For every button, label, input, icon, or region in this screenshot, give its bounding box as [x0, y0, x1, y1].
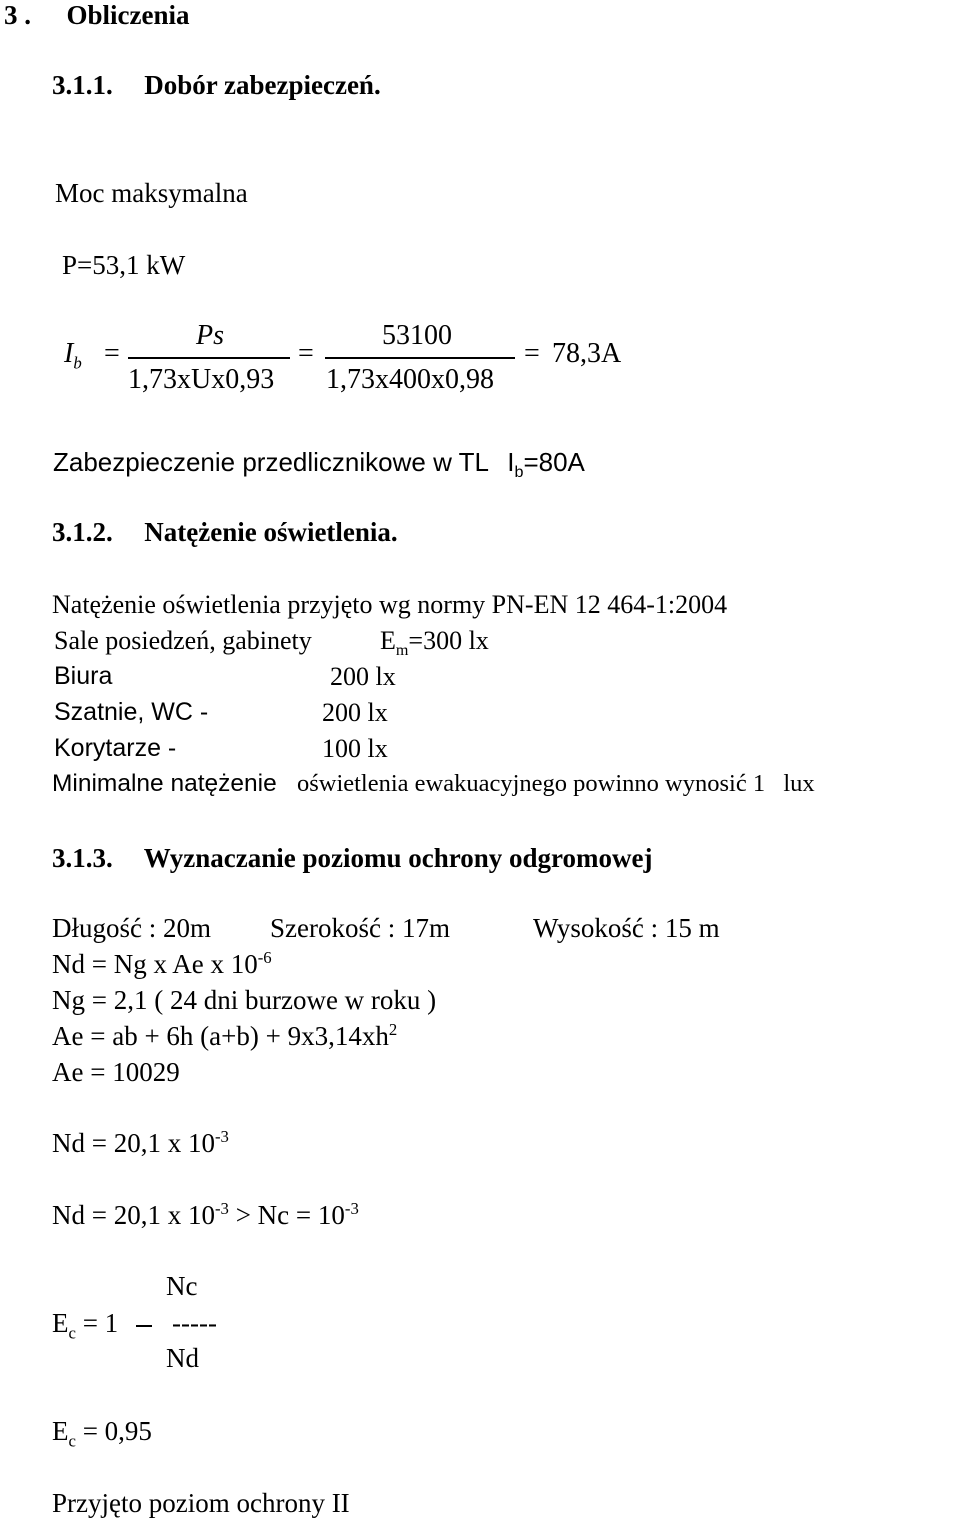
lighting-row-1-symbol: E: [380, 626, 396, 655]
formula-lhs: [64, 338, 82, 373]
nd-comparison-text: Nd = 20,1 x 10: [52, 1200, 215, 1230]
ae-formula: [52, 1020, 398, 1051]
max-power-label: Moc maksymalna: [55, 178, 248, 208]
lighting-row-4-value: 100 lx: [322, 734, 388, 763]
formula-equals-3: =: [524, 338, 540, 369]
emergency-text-b: oświetlenia ewakuacyjnego powinno wynosić 1: [296, 770, 766, 797]
formula-denominator-1: 1,73xUx0,93: [128, 364, 275, 395]
dimension-width: Szerokość : 17m: [270, 913, 450, 943]
ec-minus-sign: [136, 1325, 152, 1327]
emergency-text-c: lux: [783, 770, 815, 797]
nd-comparison-mid: > Nc = 10: [228, 1200, 345, 1230]
ng-value: Ng = 2,1 ( 24 dni burzowe w roku ): [52, 985, 437, 1015]
ec-result-symbol: E: [52, 1416, 69, 1446]
lighting-row-2-label: Biura: [54, 662, 113, 690]
ec-denominator: Nd: [166, 1343, 199, 1373]
formula-numerator-2: 53100: [382, 320, 452, 351]
nd-comparison: [52, 1199, 359, 1230]
lighting-norm: Natężenie oświetlenia przyjęto wg normy PN-EN 12 464-1:2004: [52, 590, 728, 619]
formula-lhs-symbol: I: [64, 338, 74, 369]
power-value: P=53,1 kW: [62, 250, 186, 280]
ec-result: [52, 1416, 152, 1451]
fuse-subscript: b: [514, 463, 524, 482]
ec-equals-one: = 1: [75, 1308, 119, 1338]
subsection-title: Natężenie oświetlenia.: [144, 517, 398, 547]
subsection-heading-3: [52, 845, 652, 872]
ec-result-subscript: c: [68, 1431, 76, 1451]
lighting-row-1-value: [380, 626, 489, 660]
nd-formula-exponent: -6: [257, 948, 272, 967]
subsection-heading-2: [52, 519, 398, 546]
ec-subscript: c: [68, 1323, 76, 1343]
formula-equals-1: =: [104, 338, 120, 369]
dimension-height: Wysokość : 15 m: [533, 913, 720, 943]
nd-comparison-exponent: -3: [214, 1199, 229, 1218]
fuse-value: =80A: [523, 447, 585, 477]
formula-equals-2: =: [298, 338, 314, 369]
nd-formula-text: Nd = Ng x Ae x 10: [52, 949, 258, 979]
ec-fraction-dashes: -----: [172, 1308, 217, 1338]
ae-formula-exponent: 2: [388, 1020, 398, 1039]
nd-formula: [52, 948, 272, 979]
emergency-lighting-line: [52, 772, 815, 797]
formula-numerator-1: Ps: [196, 320, 224, 351]
nd-value-exponent: -3: [214, 1127, 229, 1146]
subsection-number: 3.1.1.: [52, 70, 113, 100]
ae-formula-text: Ae = ab + 6h (a+b) + 9x3,14xh: [52, 1021, 389, 1051]
ec-symbol: E: [52, 1308, 69, 1338]
lighting-row-2-value: 200 lx: [330, 662, 396, 691]
subsection-heading-1: [52, 72, 381, 99]
fraction-bar-2: [325, 357, 515, 359]
subsection-number: 3.1.3.: [52, 843, 113, 873]
protection-level-conclusion: Przyjęto poziom ochrony II: [52, 1488, 350, 1518]
lighting-row-4-label: Korytarze -: [54, 734, 177, 762]
fuse-text: Zabezpieczenie przedlicznikowe w TL: [53, 447, 488, 477]
ae-value: Ae = 10029: [52, 1057, 180, 1087]
subsection-title: Wyznaczanie poziomu ochrony odgromowej: [143, 843, 653, 873]
emergency-text-a: Minimalne natężenie: [52, 770, 277, 797]
formula-lhs-subscript: b: [73, 353, 82, 373]
section-title: Obliczenia: [66, 0, 190, 30]
nc-exponent: -3: [344, 1199, 359, 1218]
nd-value-text: Nd = 20,1 x 10: [52, 1128, 215, 1158]
fraction-bar-1: [128, 357, 290, 359]
formula-denominator-2: 1,73x400x0,98: [326, 364, 494, 395]
fuse-symbol: I: [507, 447, 515, 477]
subsection-number: 3.1.2.: [52, 517, 113, 547]
nd-value: [52, 1127, 229, 1158]
section-number: 3 .: [4, 0, 31, 30]
lighting-row-3-label: Szatnie, WC -: [54, 698, 209, 726]
lighting-row-1-label: Sale posiedzeń, gabinety: [54, 626, 312, 655]
lighting-row-1-subscript: m: [395, 642, 409, 660]
formula-result: 78,3A: [552, 338, 622, 369]
ec-formula: [52, 1308, 119, 1343]
dimension-length: Długość : 20m: [52, 913, 211, 943]
fuse-line: [53, 447, 585, 482]
subsection-title: Dobór zabezpieczeń.: [144, 70, 381, 100]
lighting-row-1-number: =300 lx: [408, 626, 489, 655]
ec-numerator: Nc: [166, 1271, 198, 1301]
section-heading: [4, 2, 190, 29]
lighting-row-3-value: 200 lx: [322, 698, 388, 727]
ec-result-value: = 0,95: [75, 1416, 152, 1446]
